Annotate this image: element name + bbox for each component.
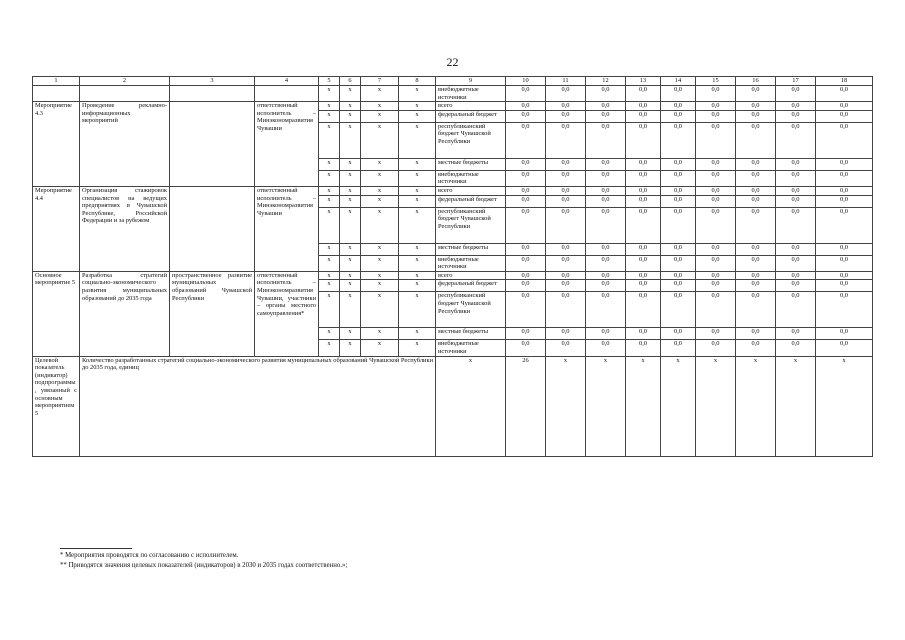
value-cell: 0,0 <box>776 243 816 255</box>
footnote-2: ** Приводятся значения целевых показателей (индикаторов) в 2030 и 2035 годах соответственно.»; <box>60 562 348 569</box>
value-cell: 0,0 <box>546 271 586 280</box>
code-cell: x <box>399 340 436 356</box>
value-cell: 0,0 <box>546 170 586 186</box>
funding-source-cell: внебюджетные источники <box>436 255 506 271</box>
value-cell: 0,0 <box>546 255 586 271</box>
name-cell: Организация стажировок специалистов на ведущих предприятиях в Чувашской Республике, Российской Федерации и за рубежом <box>80 186 170 271</box>
value-cell: 0,0 <box>626 186 661 195</box>
indicator-value-cell: x <box>816 356 873 456</box>
value-cell: 0,0 <box>696 280 736 292</box>
code-cell: x <box>340 340 361 356</box>
resp-cell: ответственный исполнитель – Минэкономразвития Чувашии, участники – органы местного самоуправления* <box>255 271 319 356</box>
page-number: 22 <box>446 55 459 69</box>
code-cell: x <box>340 186 361 195</box>
value-cell: 0,0 <box>626 255 661 271</box>
value-cell: 0,0 <box>626 271 661 280</box>
funding-source-cell: всего <box>436 271 506 280</box>
header-cell: 18 <box>816 77 873 86</box>
value-cell: 0,0 <box>626 86 661 102</box>
value-cell: 0,0 <box>586 158 626 170</box>
code-cell: x <box>361 86 399 102</box>
code-cell: x <box>340 122 361 158</box>
indicator-value-cell: x <box>736 356 776 456</box>
value-cell: 0,0 <box>586 186 626 195</box>
value-cell: 0,0 <box>506 186 546 195</box>
value-cell: 0,0 <box>586 292 626 328</box>
header-cell: 5 <box>319 77 340 86</box>
header-cell: 8 <box>399 77 436 86</box>
code-cell: x <box>399 292 436 328</box>
value-cell: 0,0 <box>506 110 546 122</box>
value-cell: 0,0 <box>816 86 873 102</box>
value-cell: 0,0 <box>506 170 546 186</box>
code-cell: x <box>340 102 361 111</box>
funding-table <box>32 76 873 457</box>
header-cell: 6 <box>340 77 361 86</box>
value-cell: 0,0 <box>816 328 873 340</box>
value-cell: 0,0 <box>816 158 873 170</box>
value-cell: 0,0 <box>586 102 626 111</box>
value-cell: 0,0 <box>506 86 546 102</box>
value-cell: 0,0 <box>546 102 586 111</box>
code-cell: x <box>361 280 399 292</box>
value-cell: 0,0 <box>736 243 776 255</box>
code-cell: x <box>319 170 340 186</box>
code-cell: x <box>361 158 399 170</box>
value-cell: 0,0 <box>696 170 736 186</box>
code-cell: x <box>361 110 399 122</box>
value-cell: 0,0 <box>776 280 816 292</box>
value-cell: 0,0 <box>661 86 696 102</box>
value-cell: 0,0 <box>506 207 546 243</box>
indicator-value-cell: x <box>626 356 661 456</box>
header-cell: 4 <box>255 77 319 86</box>
value-cell: 0,0 <box>626 122 661 158</box>
code-cell: x <box>399 243 436 255</box>
header-cell: 3 <box>170 77 255 86</box>
code-cell: x <box>340 195 361 207</box>
value-cell: 0,0 <box>586 328 626 340</box>
value-cell: 0,0 <box>736 102 776 111</box>
code-cell: x <box>399 170 436 186</box>
code-cell: x <box>319 102 340 111</box>
code-cell: x <box>399 328 436 340</box>
funding-source-cell: республиканский бюджет Чувашской Республики <box>436 292 506 328</box>
footnote-1: * Мероприятия проводятся по согласованию с исполнителем. <box>60 552 239 559</box>
value-cell: 0,0 <box>586 195 626 207</box>
code-cell: x <box>399 280 436 292</box>
value-cell: 0,0 <box>776 110 816 122</box>
value-cell: 0,0 <box>696 340 736 356</box>
code-cell: x <box>319 340 340 356</box>
funding-source-cell: республиканский бюджет Чувашской Республики <box>436 207 506 243</box>
funding-source-cell: внебюджетные источники <box>436 86 506 102</box>
funding-source-cell: федеральный бюджет <box>436 110 506 122</box>
value-cell: 0,0 <box>696 243 736 255</box>
code-cell: x <box>361 328 399 340</box>
code-cell: x <box>399 186 436 195</box>
code-cell: x <box>361 122 399 158</box>
value-cell: 0,0 <box>546 243 586 255</box>
value-cell: 0,0 <box>776 328 816 340</box>
value-cell: 0,0 <box>546 122 586 158</box>
header-cell: 9 <box>436 77 506 86</box>
code-cell: x <box>340 280 361 292</box>
value-cell: 0,0 <box>816 280 873 292</box>
value-cell: 0,0 <box>661 328 696 340</box>
table-row <box>33 102 873 111</box>
funding-source-cell: местные бюджеты <box>436 243 506 255</box>
value-cell: 0,0 <box>816 186 873 195</box>
value-cell: 0,0 <box>626 158 661 170</box>
value-cell: 0,0 <box>546 86 586 102</box>
code-cell: x <box>361 340 399 356</box>
value-cell: 0,0 <box>736 86 776 102</box>
header-cell: 2 <box>80 77 170 86</box>
value-cell: 0,0 <box>546 186 586 195</box>
value-cell: 0,0 <box>661 243 696 255</box>
indicator-value-cell: x <box>586 356 626 456</box>
funding-source-cell: местные бюджеты <box>436 328 506 340</box>
funding-source-cell: местные бюджеты <box>436 158 506 170</box>
value-cell: 0,0 <box>626 280 661 292</box>
value-cell: 0,0 <box>661 195 696 207</box>
name-cell <box>80 86 170 102</box>
value-cell: 0,0 <box>661 158 696 170</box>
indicator-text-cell: Количество разработанных стратегий социально-экономического развития муниципальных образований Чувашской Республики до 2035 года, единиц <box>80 356 436 456</box>
value-cell: 0,0 <box>816 122 873 158</box>
value-cell: 0,0 <box>816 195 873 207</box>
value-cell: 0,0 <box>736 207 776 243</box>
value-cell: 0,0 <box>696 110 736 122</box>
indicator-value-cell: x <box>696 356 736 456</box>
code-cell: x <box>361 195 399 207</box>
goal-cell <box>170 86 255 102</box>
value-cell: 0,0 <box>696 122 736 158</box>
funding-source-cell: всего <box>436 102 506 111</box>
value-cell: 0,0 <box>506 195 546 207</box>
value-cell: 0,0 <box>661 170 696 186</box>
code-cell: x <box>399 110 436 122</box>
value-cell: 0,0 <box>736 110 776 122</box>
header-cell: 7 <box>361 77 399 86</box>
value-cell: 0,0 <box>546 292 586 328</box>
value-cell: 0,0 <box>776 195 816 207</box>
code-cell: x <box>361 271 399 280</box>
value-cell: 0,0 <box>586 243 626 255</box>
status-cell <box>33 86 80 102</box>
value-cell: 0,0 <box>506 292 546 328</box>
value-cell: 0,0 <box>816 271 873 280</box>
value-cell: 0,0 <box>696 207 736 243</box>
value-cell: 0,0 <box>816 170 873 186</box>
code-cell: x <box>340 243 361 255</box>
table-row <box>33 271 873 280</box>
code-cell: x <box>319 110 340 122</box>
code-cell: x <box>399 102 436 111</box>
code-cell: x <box>361 243 399 255</box>
value-cell: 0,0 <box>546 158 586 170</box>
resp-cell <box>255 86 319 102</box>
code-cell: x <box>340 170 361 186</box>
indicator-value-cell: 26 <box>506 356 546 456</box>
header-cell: 14 <box>661 77 696 86</box>
indicator-code-cell: x <box>436 356 506 456</box>
value-cell: 0,0 <box>546 328 586 340</box>
code-cell: x <box>319 271 340 280</box>
value-cell: 0,0 <box>506 158 546 170</box>
value-cell: 0,0 <box>776 340 816 356</box>
goal-cell: пространственное развитие муниципальных образований Чувашской Республики <box>170 271 255 356</box>
code-cell: x <box>361 170 399 186</box>
code-cell: x <box>319 122 340 158</box>
value-cell: 0,0 <box>776 102 816 111</box>
value-cell: 0,0 <box>506 122 546 158</box>
value-cell: 0,0 <box>696 292 736 328</box>
goal-cell <box>170 186 255 271</box>
value-cell: 0,0 <box>546 195 586 207</box>
funding-source-cell: внебюджетные источники <box>436 170 506 186</box>
value-cell: 0,0 <box>696 158 736 170</box>
value-cell: 0,0 <box>736 170 776 186</box>
name-cell: Проведение рекламно-информационных мероприятий <box>80 102 170 187</box>
value-cell: 0,0 <box>506 271 546 280</box>
code-cell: x <box>399 158 436 170</box>
value-cell: 0,0 <box>661 255 696 271</box>
value-cell: 0,0 <box>586 207 626 243</box>
value-cell: 0,0 <box>816 292 873 328</box>
indicator-value-cell: x <box>546 356 586 456</box>
value-cell: 0,0 <box>546 110 586 122</box>
code-cell: x <box>399 195 436 207</box>
code-cell: x <box>340 328 361 340</box>
value-cell: 0,0 <box>661 122 696 158</box>
value-cell: 0,0 <box>776 271 816 280</box>
value-cell: 0,0 <box>626 243 661 255</box>
value-cell: 0,0 <box>506 280 546 292</box>
value-cell: 0,0 <box>546 340 586 356</box>
value-cell: 0,0 <box>626 170 661 186</box>
value-cell: 0,0 <box>816 102 873 111</box>
value-cell: 0,0 <box>506 328 546 340</box>
value-cell: 0,0 <box>816 207 873 243</box>
code-cell: x <box>361 186 399 195</box>
indicator-value-cell: x <box>776 356 816 456</box>
code-cell: x <box>361 207 399 243</box>
header-cell: 10 <box>506 77 546 86</box>
code-cell: x <box>319 86 340 102</box>
code-cell: x <box>340 271 361 280</box>
value-cell: 0,0 <box>546 280 586 292</box>
value-cell: 0,0 <box>736 292 776 328</box>
header-cell: 1 <box>33 77 80 86</box>
code-cell: x <box>340 158 361 170</box>
value-cell: 0,0 <box>506 340 546 356</box>
value-cell: 0,0 <box>816 340 873 356</box>
value-cell: 0,0 <box>776 207 816 243</box>
value-cell: 0,0 <box>736 195 776 207</box>
resp-cell: ответственный исполнитель – Минэкономразвития Чувашии <box>255 102 319 187</box>
code-cell: x <box>319 328 340 340</box>
value-cell: 0,0 <box>696 195 736 207</box>
value-cell: 0,0 <box>586 122 626 158</box>
value-cell: 0,0 <box>776 255 816 271</box>
table-row <box>33 86 873 102</box>
code-cell: x <box>319 195 340 207</box>
value-cell: 0,0 <box>776 122 816 158</box>
code-cell: x <box>361 102 399 111</box>
value-cell: 0,0 <box>626 110 661 122</box>
value-cell: 0,0 <box>696 186 736 195</box>
value-cell: 0,0 <box>661 280 696 292</box>
funding-source-cell: федеральный бюджет <box>436 280 506 292</box>
value-cell: 0,0 <box>586 110 626 122</box>
value-cell: 0,0 <box>546 207 586 243</box>
code-cell: x <box>399 86 436 102</box>
code-cell: x <box>361 255 399 271</box>
header-row <box>33 77 873 86</box>
value-cell: 0,0 <box>586 255 626 271</box>
funding-source-cell: всего <box>436 186 506 195</box>
funding-source-cell: федеральный бюджет <box>436 195 506 207</box>
code-cell: x <box>399 207 436 243</box>
code-cell: x <box>399 271 436 280</box>
value-cell: 0,0 <box>506 243 546 255</box>
footnote-rule <box>60 548 132 549</box>
code-cell: x <box>340 207 361 243</box>
value-cell: 0,0 <box>776 86 816 102</box>
value-cell: 0,0 <box>696 102 736 111</box>
value-cell: 0,0 <box>776 158 816 170</box>
value-cell: 0,0 <box>586 86 626 102</box>
code-cell: x <box>319 243 340 255</box>
value-cell: 0,0 <box>736 186 776 195</box>
value-cell: 0,0 <box>776 292 816 328</box>
code-cell: x <box>361 292 399 328</box>
value-cell: 0,0 <box>736 280 776 292</box>
value-cell: 0,0 <box>626 102 661 111</box>
indicator-row <box>33 356 873 456</box>
funding-source-cell: республиканский бюджет Чувашской Республики <box>436 122 506 158</box>
footnotes <box>60 551 347 571</box>
value-cell: 0,0 <box>736 158 776 170</box>
code-cell: x <box>399 122 436 158</box>
value-cell: 0,0 <box>736 328 776 340</box>
value-cell: 0,0 <box>626 340 661 356</box>
value-cell: 0,0 <box>736 122 776 158</box>
value-cell: 0,0 <box>696 86 736 102</box>
value-cell: 0,0 <box>586 271 626 280</box>
value-cell: 0,0 <box>736 271 776 280</box>
value-cell: 0,0 <box>661 340 696 356</box>
header-cell: 13 <box>626 77 661 86</box>
value-cell: 0,0 <box>661 207 696 243</box>
value-cell: 0,0 <box>626 195 661 207</box>
code-cell: x <box>340 255 361 271</box>
resp-cell: ответственный исполнитель – Минэкономразвития Чувашии <box>255 186 319 271</box>
code-cell: x <box>319 280 340 292</box>
value-cell: 0,0 <box>776 186 816 195</box>
value-cell: 0,0 <box>661 292 696 328</box>
header-cell: 17 <box>776 77 816 86</box>
name-cell: Разработка стратегий социально-экономического развития муниципальных образований до 2035 года <box>80 271 170 356</box>
value-cell: 0,0 <box>586 340 626 356</box>
value-cell: 0,0 <box>626 292 661 328</box>
goal-cell <box>170 102 255 187</box>
code-cell: x <box>319 292 340 328</box>
indicator-label-cell: Целевой показатель (индикатор) подпрограммы, увязанный с основным мероприятием 5 <box>33 356 80 456</box>
value-cell: 0,0 <box>661 110 696 122</box>
value-cell: 0,0 <box>776 170 816 186</box>
value-cell: 0,0 <box>661 186 696 195</box>
header-cell: 12 <box>586 77 626 86</box>
code-cell: x <box>399 255 436 271</box>
value-cell: 0,0 <box>736 255 776 271</box>
value-cell: 0,0 <box>626 207 661 243</box>
value-cell: 0,0 <box>816 243 873 255</box>
header-cell: 16 <box>736 77 776 86</box>
table-row <box>33 186 873 195</box>
value-cell: 0,0 <box>506 255 546 271</box>
value-cell: 0,0 <box>661 102 696 111</box>
code-cell: x <box>319 255 340 271</box>
value-cell: 0,0 <box>696 271 736 280</box>
value-cell: 0,0 <box>626 328 661 340</box>
status-cell: Мероприятие 4.4 <box>33 186 80 271</box>
funding-source-cell: внебюджетные источники <box>436 340 506 356</box>
value-cell: 0,0 <box>736 340 776 356</box>
code-cell: x <box>340 292 361 328</box>
status-cell: Мероприятие 4.3 <box>33 102 80 187</box>
value-cell: 0,0 <box>586 170 626 186</box>
code-cell: x <box>340 110 361 122</box>
value-cell: 0,0 <box>696 255 736 271</box>
value-cell: 0,0 <box>696 328 736 340</box>
indicator-value-cell: x <box>661 356 696 456</box>
header-cell: 11 <box>546 77 586 86</box>
value-cell: 0,0 <box>661 271 696 280</box>
value-cell: 0,0 <box>816 255 873 271</box>
code-cell: x <box>340 86 361 102</box>
status-cell: Основное мероприятие 5 <box>33 271 80 356</box>
code-cell: x <box>319 158 340 170</box>
header-cell: 15 <box>696 77 736 86</box>
code-cell: x <box>319 207 340 243</box>
value-cell: 0,0 <box>816 110 873 122</box>
value-cell: 0,0 <box>506 102 546 111</box>
code-cell: x <box>319 186 340 195</box>
value-cell: 0,0 <box>586 280 626 292</box>
